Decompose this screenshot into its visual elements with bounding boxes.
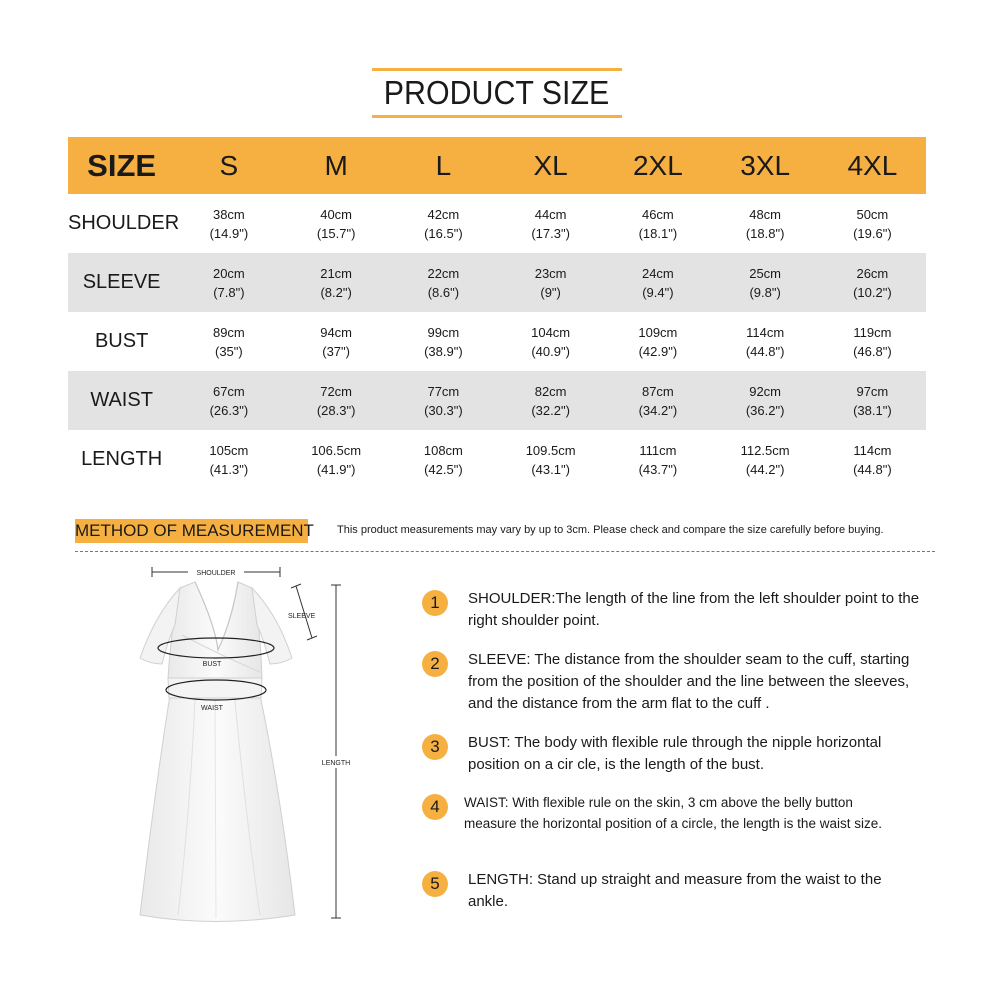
step-3 bbox=[422, 732, 942, 776]
size-header-cell: 3XL bbox=[712, 137, 819, 194]
length-label: LENGTH bbox=[321, 760, 351, 767]
size-value-cell bbox=[712, 430, 819, 489]
size-header-cell: 4XL bbox=[819, 137, 926, 194]
value-cm: 26cm bbox=[856, 265, 889, 281]
size-value-cell bbox=[390, 194, 497, 253]
value-inch: (32.2") bbox=[531, 402, 570, 418]
value-cm: 21cm bbox=[320, 265, 353, 281]
step-text: SLEEVE: The distance from the shoulder seam to the cuff, starting from the position of the shoulder and the line between the sleeves, and the distance from the arm flat to the cuff . bbox=[468, 651, 910, 712]
size-value-cell bbox=[604, 371, 711, 430]
shoulder-label: SHOULDER bbox=[196, 570, 236, 577]
size-value-cell bbox=[712, 371, 819, 430]
size-value-cell bbox=[283, 371, 390, 430]
table-row bbox=[68, 371, 926, 430]
value-cm: 40cm bbox=[320, 206, 353, 222]
value-inch: (30.3") bbox=[424, 402, 463, 418]
step-text: BUST: The body with flexible rule through the nipple horizontal position on a cir cle, is the length of the bust. bbox=[468, 734, 882, 773]
value-inch: (9") bbox=[540, 284, 561, 300]
size-value-cell bbox=[497, 253, 604, 312]
title-frame bbox=[372, 68, 622, 118]
size-value-cell bbox=[712, 253, 819, 312]
size-value-cell bbox=[604, 253, 711, 312]
size-header-cell: M bbox=[283, 137, 390, 194]
dress-skirt bbox=[140, 695, 295, 922]
value-cm: 67cm bbox=[212, 383, 245, 399]
value-cm: 109cm bbox=[638, 324, 678, 340]
value-cm: 99cm bbox=[427, 324, 460, 340]
value-cm: 44cm bbox=[534, 206, 567, 222]
size-value-cell bbox=[390, 253, 497, 312]
dashed-divider bbox=[75, 551, 935, 552]
value-inch: (38.1") bbox=[853, 402, 892, 418]
value-cm: 112.5cm bbox=[740, 442, 790, 458]
value-inch: (10.2") bbox=[853, 284, 892, 300]
size-value-cell bbox=[497, 312, 604, 371]
value-cm: 106.5cm bbox=[311, 442, 362, 458]
measurement-label: SHOULDER bbox=[68, 212, 180, 234]
value-inch: (43.1") bbox=[531, 461, 570, 477]
value-cm: 89cm bbox=[212, 324, 245, 340]
value-cm: 22cm bbox=[427, 265, 460, 281]
waist-label: WAIST bbox=[201, 705, 223, 712]
value-inch: (38.9") bbox=[424, 343, 463, 359]
size-value-cell bbox=[283, 430, 390, 489]
size-value-cell bbox=[819, 253, 926, 312]
size-header-cell: S bbox=[175, 137, 282, 194]
value-inch: (17.3") bbox=[531, 225, 570, 241]
value-inch: (28.3") bbox=[316, 402, 356, 418]
value-cm: 46cm bbox=[641, 206, 674, 222]
value-inch: (40.9") bbox=[531, 343, 570, 359]
measurement-note: This product measurements may vary by up to 3cm. Please check and compare the size carefully before buying. bbox=[337, 524, 884, 536]
size-value-cell bbox=[819, 194, 926, 253]
measurement-label: LENGTH bbox=[81, 448, 163, 470]
value-cm: 109.5cm bbox=[525, 442, 576, 458]
value-cm: 25cm bbox=[749, 265, 782, 281]
value-inch: (19.6") bbox=[853, 225, 892, 241]
step-text: WAIST: With flexible rule on the skin, 3 cm above the belly button measure the horizontal position of a circle, the length is the waist size. bbox=[464, 795, 882, 831]
value-cm: 119cm bbox=[853, 324, 892, 340]
value-cm: 92cm bbox=[749, 383, 782, 399]
size-value-cell bbox=[497, 371, 604, 430]
size-value-cell bbox=[283, 194, 390, 253]
value-cm: 24cm bbox=[641, 265, 674, 281]
value-inch: (8.6") bbox=[427, 284, 460, 300]
size-value-cell bbox=[283, 312, 390, 371]
step-4 bbox=[422, 792, 942, 834]
value-inch: (34.2") bbox=[638, 402, 678, 418]
size-value-cell bbox=[604, 430, 711, 489]
value-cm: 82cm bbox=[534, 383, 567, 399]
step-text: LENGTH: Stand up straight and measure from the waist to the ankle. bbox=[468, 871, 882, 910]
size-value-cell bbox=[175, 430, 282, 489]
value-inch: (41.3") bbox=[209, 461, 249, 477]
value-cm: 50cm bbox=[856, 206, 889, 222]
value-cm: 105cm bbox=[209, 442, 249, 458]
dress-illustration bbox=[120, 560, 380, 930]
step-number: 5 bbox=[422, 871, 448, 897]
size-header-cell: L bbox=[390, 137, 497, 194]
dress-waistband bbox=[168, 678, 262, 698]
value-cm: 42cm bbox=[427, 206, 460, 222]
size-value-cell bbox=[175, 312, 282, 371]
value-cm: 114cm bbox=[746, 324, 785, 340]
value-cm: 87cm bbox=[641, 383, 674, 399]
value-cm: 94cm bbox=[320, 324, 353, 340]
step-number: 3 bbox=[422, 734, 448, 760]
value-inch: (41.9") bbox=[316, 461, 356, 477]
dress-diagram bbox=[120, 560, 380, 930]
value-inch: (46.8") bbox=[853, 343, 892, 359]
size-value-cell bbox=[819, 312, 926, 371]
value-cm: 114cm bbox=[853, 442, 892, 458]
method-of-measurement-label: METHOD OF MEASUREMENT bbox=[75, 519, 308, 543]
size-value-cell bbox=[712, 194, 819, 253]
table-row bbox=[68, 312, 926, 371]
value-inch: (44.2") bbox=[745, 461, 785, 477]
size-value-cell bbox=[390, 430, 497, 489]
value-inch: (42.5") bbox=[424, 461, 463, 477]
sleeve-label: SLEEVE bbox=[288, 613, 316, 620]
step-1 bbox=[422, 588, 942, 632]
step-text: SHOULDER:The length of the line from the left shoulder point to the right shoulder point. bbox=[468, 590, 920, 629]
size-table bbox=[68, 137, 926, 489]
measurement-label: SLEEVE bbox=[68, 253, 175, 312]
value-inch: (15.7") bbox=[316, 225, 356, 241]
size-value-cell bbox=[819, 430, 926, 489]
step-number: 1 bbox=[422, 590, 448, 616]
step-5 bbox=[422, 869, 942, 913]
value-inch: (37") bbox=[322, 343, 350, 359]
value-inch: (18.8") bbox=[745, 225, 785, 241]
value-cm: 72cm bbox=[320, 383, 353, 399]
table-row bbox=[68, 194, 926, 253]
table-row bbox=[68, 430, 926, 489]
value-cm: 104cm bbox=[531, 324, 571, 340]
size-header-cell: 2XL bbox=[604, 137, 711, 194]
value-inch: (36.2") bbox=[745, 402, 785, 418]
size-value-cell bbox=[497, 194, 604, 253]
value-inch: (43.7") bbox=[638, 461, 678, 477]
size-value-cell bbox=[175, 253, 282, 312]
measurement-label: WAIST bbox=[68, 371, 175, 430]
size-value-cell bbox=[175, 371, 282, 430]
step-2 bbox=[422, 649, 942, 715]
step-number: 4 bbox=[422, 794, 448, 820]
bust-label: BUST bbox=[202, 661, 222, 668]
value-inch: (9.8") bbox=[749, 284, 781, 300]
size-header-cell: SIZE bbox=[68, 137, 175, 194]
size-value-cell bbox=[175, 194, 282, 253]
size-value-cell bbox=[390, 312, 497, 371]
size-value-cell bbox=[390, 371, 497, 430]
value-inch: (44.8") bbox=[745, 343, 785, 359]
value-inch: (35") bbox=[215, 343, 243, 359]
value-cm: 77cm bbox=[427, 383, 460, 399]
value-cm: 38cm bbox=[212, 206, 245, 222]
value-cm: 23cm bbox=[534, 265, 567, 281]
value-cm: 48cm bbox=[749, 206, 782, 222]
value-cm: 111cm bbox=[639, 442, 677, 458]
value-cm: 20cm bbox=[212, 265, 245, 281]
size-header-row bbox=[68, 137, 926, 194]
value-cm: 97cm bbox=[856, 383, 889, 399]
size-value-cell bbox=[283, 253, 390, 312]
page-title: PRODUCT SIZE bbox=[384, 74, 610, 111]
step-number: 2 bbox=[422, 651, 448, 677]
size-value-cell bbox=[497, 430, 604, 489]
value-cm: 108cm bbox=[423, 442, 463, 458]
value-inch: (26.3") bbox=[209, 402, 249, 418]
size-value-cell bbox=[819, 371, 926, 430]
value-inch: (9.4") bbox=[642, 284, 674, 300]
size-value-cell bbox=[712, 312, 819, 371]
value-inch: (16.5") bbox=[424, 225, 463, 241]
size-header-cell: XL bbox=[497, 137, 604, 194]
value-inch: (8.2") bbox=[320, 284, 352, 300]
value-inch: (7.8") bbox=[213, 284, 245, 300]
measurement-label: BUST bbox=[94, 330, 149, 352]
size-value-cell bbox=[604, 194, 711, 253]
value-inch: (42.9") bbox=[638, 343, 678, 359]
value-inch: (18.1") bbox=[638, 225, 678, 241]
size-value-cell bbox=[604, 312, 711, 371]
value-inch: (44.8") bbox=[853, 461, 892, 477]
table-row bbox=[68, 253, 926, 312]
value-inch: (14.9") bbox=[209, 225, 249, 241]
